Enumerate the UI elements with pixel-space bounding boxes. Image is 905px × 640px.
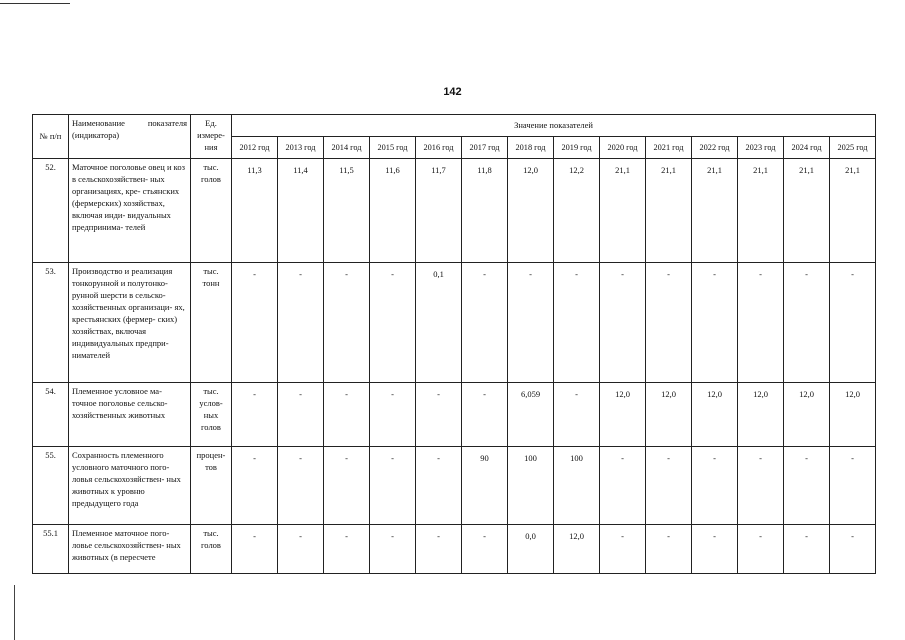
value-cell: - [508,263,554,383]
value-cell: - [232,525,278,574]
value-cell: 11,3 [232,159,278,263]
value-cell: - [738,447,784,525]
value-cell: - [784,263,830,383]
header-year: 2020 год [600,137,646,159]
value-cell: - [646,263,692,383]
value-cell: - [554,263,600,383]
unit-cell: тыс. голов [191,159,232,263]
value-cell: - [370,525,416,574]
row-number: 55.1 [33,525,69,574]
header-year: 2016 год [416,137,462,159]
value-cell: 11,5 [324,159,370,263]
header-year: 2023 год [738,137,784,159]
value-cell: - [600,447,646,525]
value-cell: 12,0 [554,525,600,574]
value-cell: - [278,447,324,525]
value-cell: 12,0 [784,383,830,447]
value-cell: - [324,447,370,525]
value-cell: - [462,263,508,383]
indicator-name: Маточное поголовье овец и коз в сельскохозяйствен- ных организациях, кре- стьянских (фермерских) хозяйствах, включая инди- видуальных предпринима- телей [69,159,191,263]
value-cell: - [278,263,324,383]
row-number: 52. [33,159,69,263]
table-row [33,159,876,263]
value-cell: - [600,263,646,383]
row-number: 55. [33,447,69,525]
value-cell: 12,2 [554,159,600,263]
value-cell: - [232,263,278,383]
value-cell: - [462,525,508,574]
value-cell: 11,4 [278,159,324,263]
unit-cell: тыс. тонн [191,263,232,383]
unit-cell: процен- тов [191,447,232,525]
header-unit: Ед. измере- ния [191,115,232,159]
value-cell: 12,0 [738,383,784,447]
indicator-name: Племенное маточное пого- ловье сельскохозяйствен- ных животных (в пересчете [69,525,191,574]
value-cell: - [738,263,784,383]
page-number: 142 [443,86,462,98]
value-cell: 0,0 [508,525,554,574]
table-row [33,447,876,525]
value-cell: 0,1 [416,263,462,383]
value-cell: 100 [508,447,554,525]
value-cell: 12,0 [692,383,738,447]
value-cell: - [232,383,278,447]
header-year: 2019 год [554,137,600,159]
table-row [33,525,876,574]
corner-rule [0,3,70,4]
value-cell: 21,1 [600,159,646,263]
value-cell: 90 [462,447,508,525]
value-cell: - [692,447,738,525]
header-year: 2021 год [646,137,692,159]
value-cell: - [324,525,370,574]
indicator-name: Племенное условное ма- точное поголовье сельско- хозяйственных животных [69,383,191,447]
indicator-name: Сохранность племенного условного маточного пого- ловья сельскохозяйствен- ных животных к уровню предыдущего года [69,447,191,525]
value-cell: - [416,447,462,525]
value-cell: - [324,263,370,383]
value-cell: 12,0 [508,159,554,263]
value-cell: - [784,447,830,525]
indicator-table [32,114,876,574]
value-cell: 100 [554,447,600,525]
header-year: 2017 год [462,137,508,159]
table-row [33,383,876,447]
value-cell: - [692,525,738,574]
header-indicator-name: Наименование показателя (индикатора) [69,115,191,159]
value-cell: - [600,525,646,574]
table-row [33,263,876,383]
header-year: 2014 год [324,137,370,159]
margin-rule [14,585,15,640]
value-cell: - [278,383,324,447]
value-cell: - [370,383,416,447]
header-year: 2025 год [830,137,876,159]
value-cell: 11,8 [462,159,508,263]
value-cell: 21,1 [692,159,738,263]
value-cell: - [278,525,324,574]
value-cell: 12,0 [646,383,692,447]
header-year: 2018 год [508,137,554,159]
header-row-top [33,115,876,137]
value-cell: - [232,447,278,525]
header-year: 2012 год [232,137,278,159]
value-cell: - [830,525,876,574]
value-cell: - [830,447,876,525]
value-cell: 11,7 [416,159,462,263]
value-cell: - [462,383,508,447]
unit-cell: тыс. услов- ных голов [191,383,232,447]
unit-cell: тыс. голов [191,525,232,574]
value-cell: - [784,525,830,574]
value-cell: 12,0 [830,383,876,447]
row-number: 54. [33,383,69,447]
value-cell: - [324,383,370,447]
header-values-group: Значение показателей [232,115,876,137]
header-year: 2013 год [278,137,324,159]
row-number: 53. [33,263,69,383]
value-cell: 21,1 [646,159,692,263]
value-cell: 12,0 [600,383,646,447]
table-body [33,159,876,574]
value-cell: - [416,383,462,447]
value-cell: - [370,447,416,525]
value-cell: - [738,525,784,574]
value-cell: 21,1 [784,159,830,263]
value-cell: - [646,525,692,574]
value-cell: 21,1 [738,159,784,263]
value-cell: - [830,263,876,383]
indicator-name: Производство и реализация тонкорунной и полутонко- рунной шерсти в сельско- хозяйственных организаци- ях, крестьянских (фермер- ских) хозяйствах, включая индивидуальных предпри- нимателей [69,263,191,383]
value-cell: - [370,263,416,383]
header-year: 2024 год [784,137,830,159]
header-year: 2022 год [692,137,738,159]
header-year: 2015 год [370,137,416,159]
value-cell: - [692,263,738,383]
value-cell: 21,1 [830,159,876,263]
header-number: № п/п [33,115,69,159]
value-cell: 6,059 [508,383,554,447]
table-header [33,115,876,159]
value-cell: - [646,447,692,525]
value-cell: 11,6 [370,159,416,263]
value-cell: - [554,383,600,447]
value-cell: - [416,525,462,574]
